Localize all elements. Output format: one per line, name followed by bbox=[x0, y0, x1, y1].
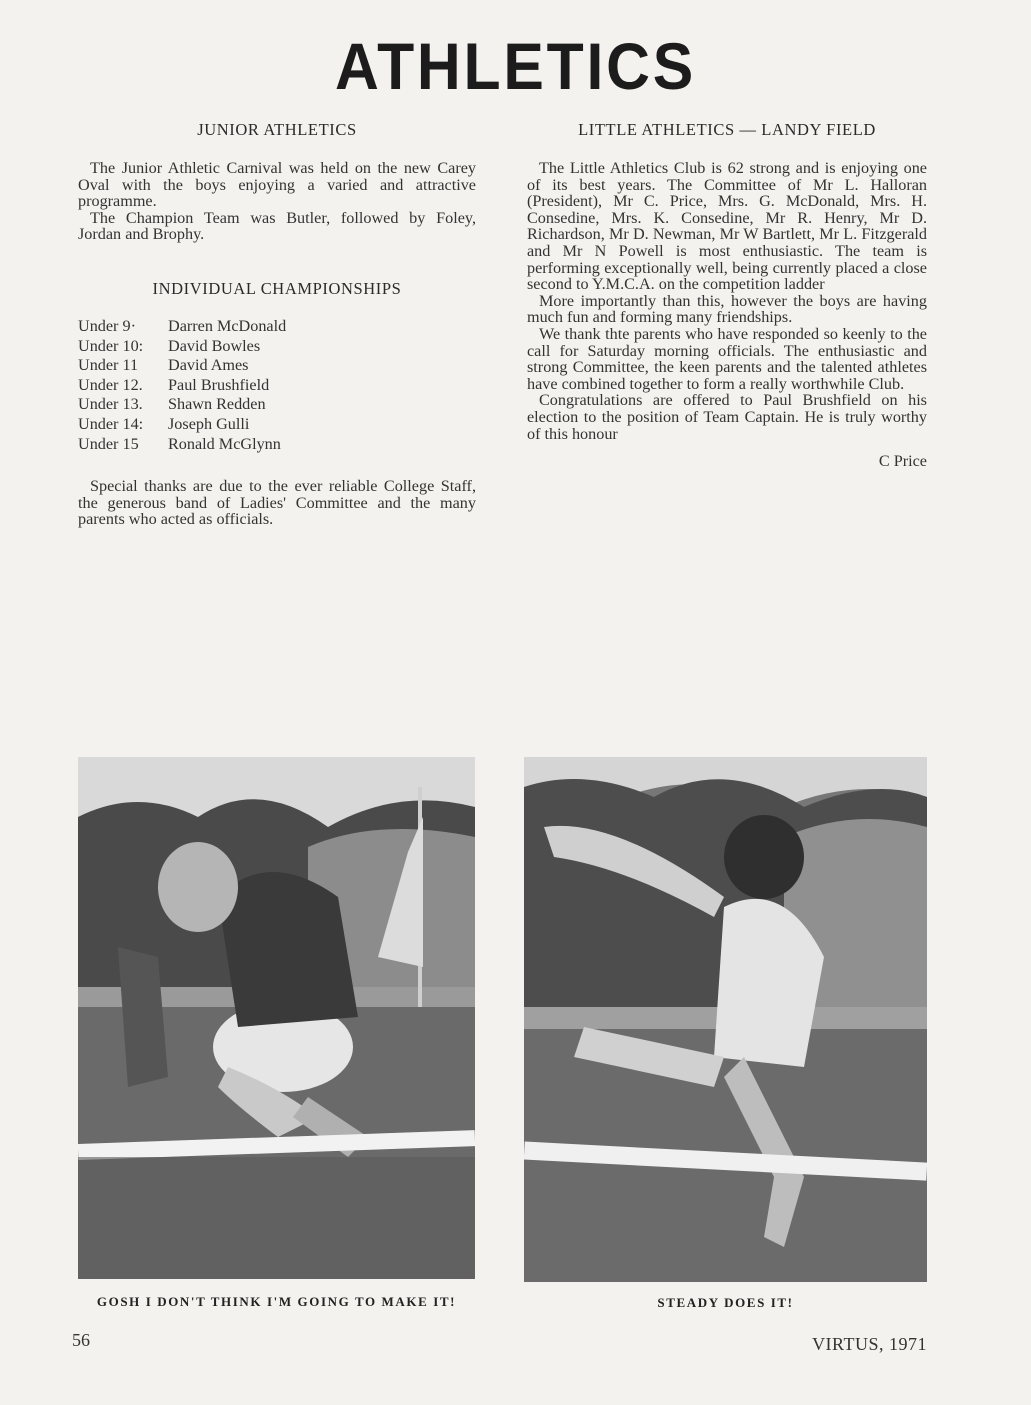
list-item bbox=[78, 337, 476, 357]
little-athletics-heading: LITTLE ATHLETICS — LANDY FIELD bbox=[578, 120, 876, 139]
champion-name: Joseph Gulli bbox=[168, 414, 250, 433]
list-item bbox=[78, 415, 476, 435]
list-item bbox=[78, 435, 476, 455]
championships-heading: INDIVIDUAL CHAMPIONSHIPS bbox=[152, 278, 402, 298]
age-group: Under 12. bbox=[78, 375, 143, 394]
age-group: Under 15 bbox=[78, 434, 139, 453]
junior-paragraph-1: The Junior Athletic Carnival was held on the new Carey Oval with the boys enjoying a varied and attractive programme. bbox=[78, 159, 476, 211]
hurdle-photo-right-image bbox=[524, 757, 927, 1282]
champion-name: David Bowles bbox=[168, 336, 261, 355]
little-paragraph-3: We thank thte parents who have responded so keenly to the call for Saturday morning officials. The enthusiastic and strong Committee, the keen parents and the talented athletes have combined together to form a really worthwhile Club. bbox=[527, 324, 927, 393]
photo-caption-right: STEADY DOES IT! bbox=[657, 1295, 794, 1310]
page-title: ATHLETICS bbox=[334, 29, 697, 103]
champion-name: Darren McDonald bbox=[168, 316, 287, 335]
author-signature: C Price bbox=[878, 452, 927, 471]
publication-footer: VIRTUS, 1971 bbox=[812, 1334, 927, 1354]
hurdle-photo-left bbox=[78, 757, 475, 1279]
champion-name: Ronald McGlynn bbox=[168, 434, 281, 453]
little-paragraph-4: Congratulations are offered to Paul Brushfield on his election to the position of Team Captain. He is truly worthy of this honour bbox=[527, 391, 927, 443]
junior-athletics-column bbox=[78, 120, 476, 528]
little-paragraph-1: The Little Athletics Club is 62 strong and is enjoying one of its best years. The Committee of Mr L. Halloran (President), Mr C. Price, Mrs. G. McDonald, Mrs. H. Consedine, Mrs. K. Consedine, Mr R. Henry, Mr D. Richardson, Mr D. Newman, Mr W Bartlett, Mr L. Fitzgerald and Mr N Powell is most enthusiastic. The team is performing exceptionally well, being currently placed a close second to Y.M.C.A. on the competition ladder bbox=[527, 159, 927, 294]
list-item bbox=[78, 395, 476, 415]
list-item bbox=[78, 317, 476, 337]
hurdle-photo-right bbox=[524, 757, 927, 1282]
age-group: Under 10: bbox=[78, 336, 144, 355]
photo-caption-left: GOSH I DON'T THINK I'M GOING TO MAKE IT! bbox=[96, 1294, 457, 1309]
championships-list bbox=[78, 317, 476, 454]
age-group: Under 11 bbox=[78, 356, 139, 375]
page-number: 56 bbox=[72, 1330, 90, 1350]
champion-name: David Ames bbox=[168, 356, 249, 375]
list-item bbox=[78, 356, 476, 376]
junior-athletics-heading: JUNIOR ATHLETICS bbox=[197, 120, 357, 139]
age-group: Under 13. bbox=[78, 395, 143, 414]
junior-paragraph-2: The Champion Team was Butler, followed by Foley, Jordan and Brophy. bbox=[78, 208, 476, 244]
little-paragraph-2: More importantly than this, however the boys are having much fun and forming many friendships. bbox=[527, 291, 927, 327]
champion-name: Shawn Redden bbox=[168, 395, 266, 414]
special-thanks-paragraph: Special thanks are due to the ever reliable College Staff, the generous band of Ladies' Committee and the many parents who acted as officials. bbox=[78, 477, 476, 529]
champion-name: Paul Brushfield bbox=[168, 375, 270, 394]
little-athletics-column bbox=[527, 120, 927, 471]
hurdle-photo-left-image bbox=[78, 757, 475, 1279]
age-group: Under 9· bbox=[78, 316, 136, 335]
age-group: Under 14: bbox=[78, 414, 144, 433]
list-item bbox=[78, 376, 476, 396]
